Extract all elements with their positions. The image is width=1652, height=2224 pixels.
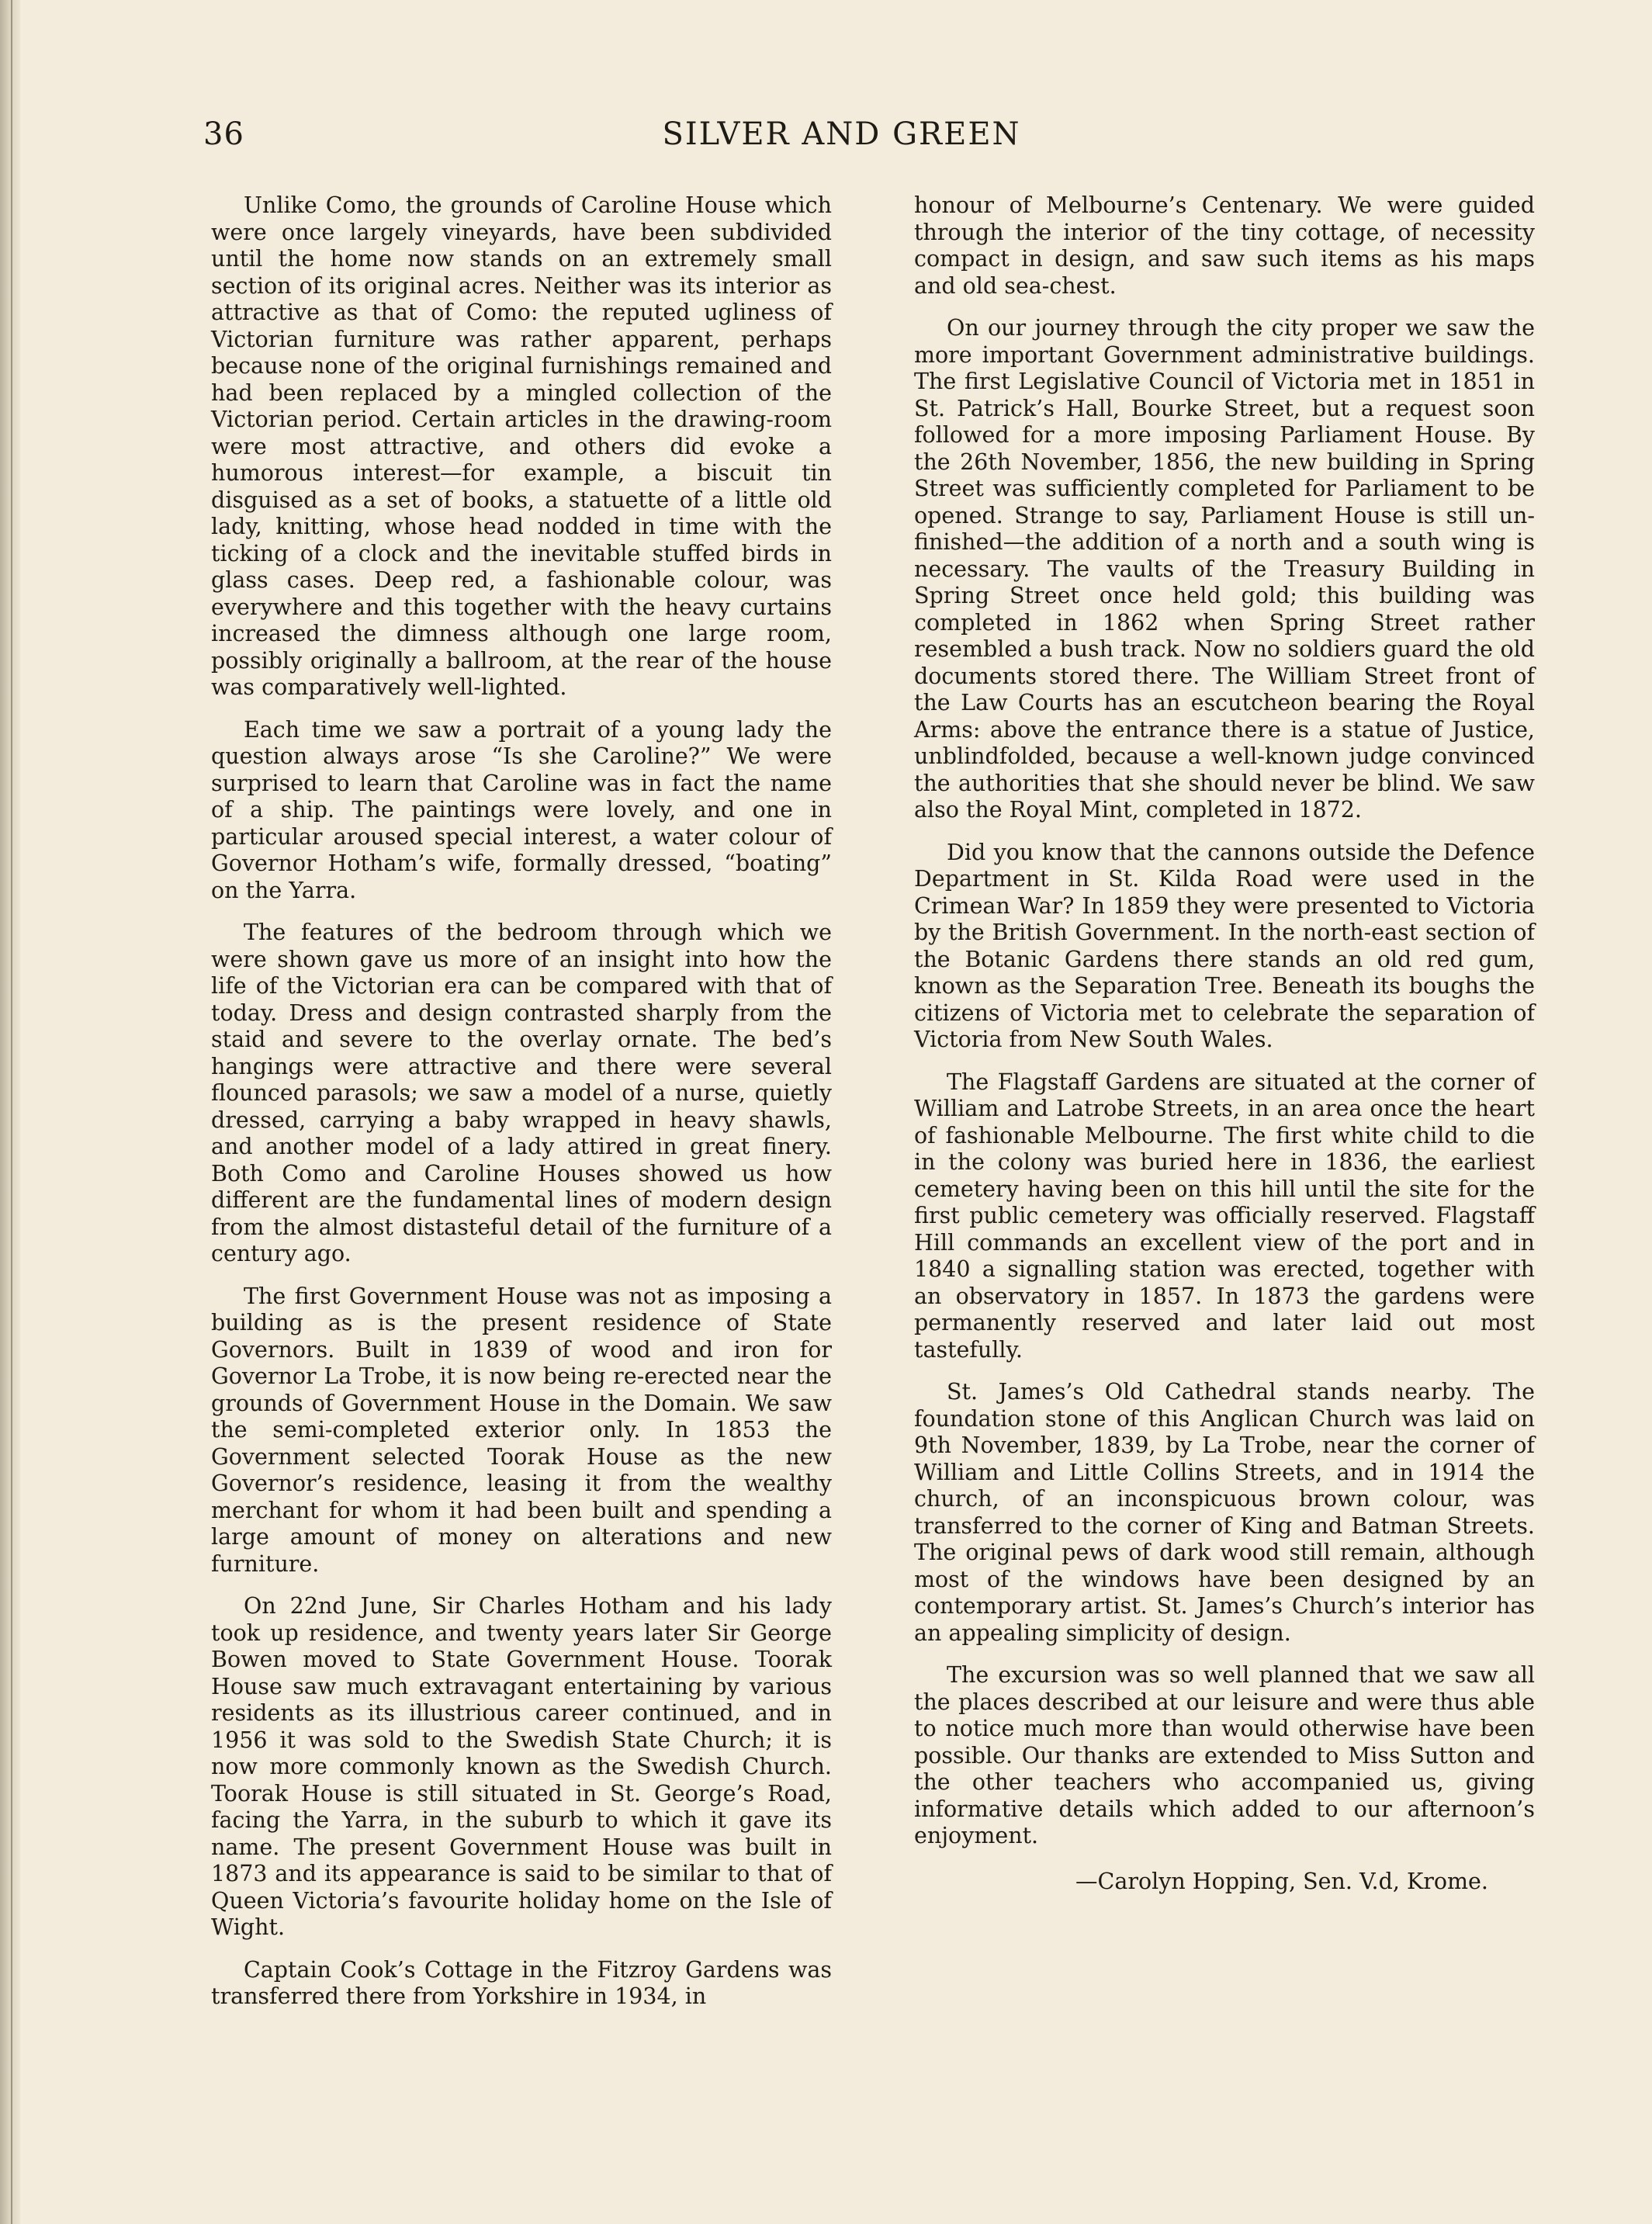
paragraph: The first Government House was not as imposing a building as is the present residence of State Governors. Built in 1839 of wood and iron for Governor La Trobe, it is now being re-erected near the grounds of Government House in the Domain. We saw the semi-completed exterior only. In 1853 the Government selected Toorak House as the new Governor’s residence, leasing it from the wealthy merchant for whom it had been built and spending a large amount of money on alterations and new furniture. — [211, 1283, 832, 1577]
running-title: SILVER AND GREEN — [662, 116, 1021, 152]
paragraph: The features of the bedroom through which we were shown gave us more of an insight into how the life of the Victorian era can be compared with that of today. Dress and design contrasted sharply from the staid and severe to the overlay ornate. The bed’s hangings were attractive and there were several flounced parasols; we saw a model of a nurse, quietly dressed, carrying a baby wrapped in heavy shawls, and another model of a lady attired in great finery. Both Como and Caroline Houses showed us how different are the fundamental lines of modern design from the almost distasteful detail of the furniture of a century ago. — [211, 920, 832, 1266]
paragraph: On 22nd June, Sir Charles Hotham and his lady took up residence, and twenty years later Sir George Bowen moved to State Government House. Toorak House saw much extravagant entertaining by various residents as its illustrious career continued, and in 1956 it was sold to the Swedish State Church; it is now more commonly known as the Swedish Church. Toorak House is still situated in St. George’s Road, facing the Yarra, in the suburb to which it gave its name. The present Government House was built in 1873 and its appearance is said to be similar to that of Queen Victoria’s favourite holiday home on the Isle of Wight. — [211, 1593, 832, 1940]
paragraph: The excursion was so well planned that we saw all the places described at our leisure and were thus able to notice much more than would otherwise have been possible. Our thanks are extended to Miss Sutton and the other teachers who accompanied us, giving informative details which added to our afternoon’s enjoyment. — [914, 1662, 1535, 1848]
paragraph: On our journey through the city proper we saw the more important Government administrative buildings. The first Legislative Council of Victoria met in 1851 in St. Patrick’s Hall, Bourke Street, but a request soon followed for a more imposing Parliament House. By the 26th November, 1856, the new building in Spring Street was sufficiently completed for Parliament to be opened. Strange to say, Parliament House is still unfinished—the addition of a north and a south wing is necessary. The vaults of the Treasury Building in Spring Street once held gold; this building was completed in 1862 when Spring Street rather resembled a bush track. Now no soldiers guard the old documents stored there. The William Street front of the Law Courts has an escutcheon bearing the Royal Arms: above the entrance there is a statue of Justice, unblindfolded, because a well-known judge convinced the authorities that she should never be blind. We saw also the Royal Mint, completed in 1872. — [914, 315, 1535, 823]
paragraph: St. James’s Old Cathedral stands nearby. The foundation stone of this Anglican Church was laid on 9th November, 1839, by La Trobe, near the corner of William and Little Collins Streets, and in 1914 the church, of an inconspicuous brown colour, was transferred to the corner of King and Batman Streets. The original pews of dark wood still remain, although most of the windows have been designed by an contemporary artist. St. James’s Church’s interior has an appealing simplicity of design. — [914, 1379, 1535, 1646]
paragraph: Each time we saw a portrait of a young lady the question always arose “Is she Caroline?” We were surprised to learn that Caroline was in fact the name of a ship. The paintings were lovely, and one in particular aroused special interest, a water colour of Governor Hotham’s wife, formally dressed, “boating” on the Yarra. — [211, 716, 832, 903]
right-column — [914, 192, 1535, 1895]
paragraph: Captain Cook’s Cottage in the Fitzroy Gardens was transferred there from Yorkshire in 1934, in — [211, 1956, 832, 2009]
binding-shadow-line — [11, 0, 12, 2224]
page-number: 36 — [203, 116, 244, 152]
paragraph: Unlike Como, the grounds of Caroline House which were once largely vineyards, have been subdivided until the home now stands on an extremely small section of its original acres. Neither was its interior as attractive as that of Como: the reputed ugliness of Victorian furniture was rather apparent, perhaps because none of the original furnishings remained and had been replaced by a mingled collection of the Victorian period. Certain articles in the drawing-room were most attractive, and others did evoke a humorous interest—for example, a biscuit tin disguised as a set of books, a statuette of a little old lady, knitting, whose head nodded in time with the ticking of a clock and the inevitable stuffed birds in glass cases. Deep red, a fashionable colour, was everywhere and this together with the heavy curtains increased the dimness although one large room, possibly originally a ballroom, at the rear of the house was comparatively well-lighted. — [211, 192, 832, 700]
page-binding-edge — [0, 0, 20, 2224]
paragraph: Did you know that the cannons outside the Defence Department in St. Kilda Road were used in the Crimean War? In 1859 they were presented to Victoria by the British Government. In the north-east section of the Botanic Gardens there stands an old red gum, known as the Separation Tree. Beneath its boughs the citizens of Victoria met to celebrate the separation of Victoria from New South Wales. — [914, 839, 1535, 1052]
left-column — [211, 192, 832, 2026]
paragraph: honour of Melbourne’s Centenary. We were guided through the interior of the tiny cottage, of necessity compact in design, and saw such items as his maps and old sea-chest. — [914, 192, 1535, 299]
author-signature: —Carolyn Hopping, Sen. V.d, Krome. — [1075, 1868, 1488, 1894]
paragraph: The Flagstaff Gardens are situated at the corner of William and Latrobe Streets, in an area once the heart of fashionable Melbourne. The first white child to die in the colony was buried here in 1836, the earliest cemetery having been on this hill until the site for the first public cemetery was officially reserved. Flagstaff Hill commands an excellent view of the port and in 1840 a signalling station was erected, together with an observatory in 1857. In 1873 the gardens were permanently reserved and later laid out most tastefully. — [914, 1069, 1535, 1363]
